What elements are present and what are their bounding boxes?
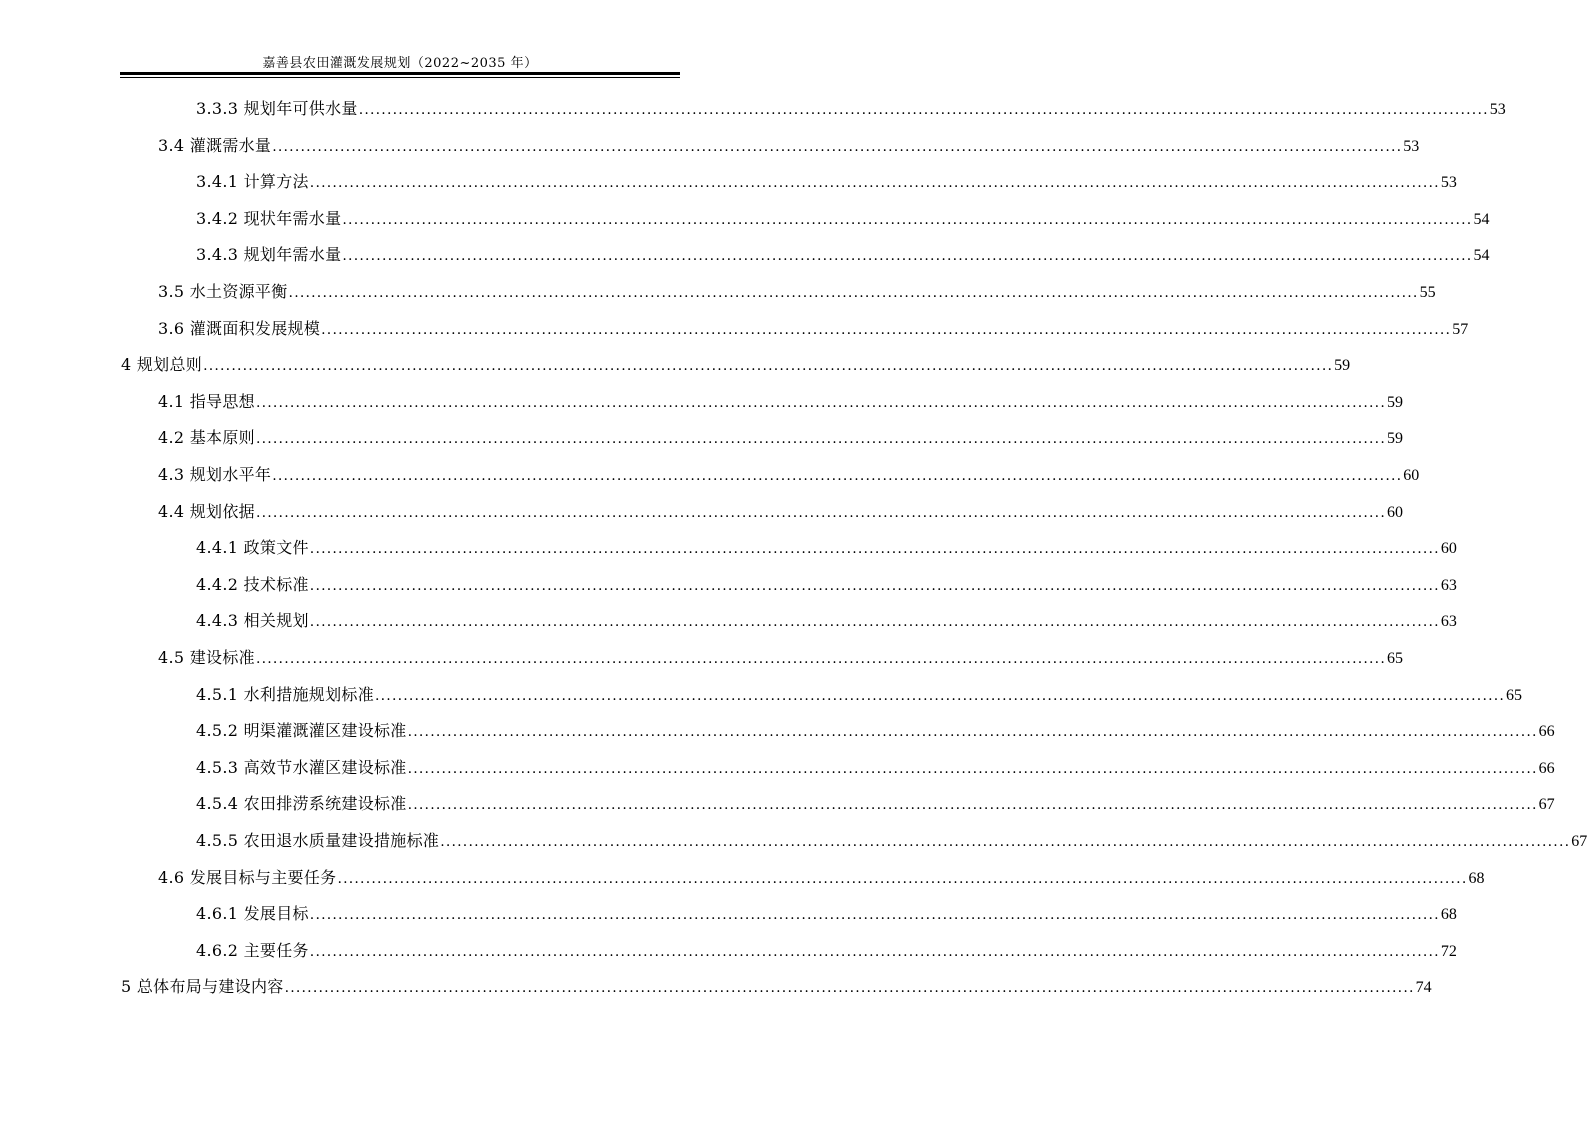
toc-entry[interactable] (158, 640, 1403, 676)
toc-entry-label: 4.5 建设标准 (158, 648, 255, 667)
toc-leader-dots: ........................................................................................................................................................................................................ (407, 797, 1538, 814)
toc-entry-page-number: 66 (1538, 759, 1555, 777)
toc-leader-dots: ........................................................................................................................................................................................................ (375, 687, 1506, 704)
toc-entry-label: 3.5 水土资源平衡 (158, 282, 288, 301)
header-rule-thick (120, 72, 680, 75)
toc-entry[interactable] (121, 969, 1432, 1005)
toc-leader-dots: ........................................................................................................................................................................................................ (337, 870, 1468, 887)
toc-entry-page-number: 59 (1386, 430, 1403, 448)
document-title: 嘉善县农田灌溉发展规划（2022~2035 年） (262, 56, 538, 71)
toc-entry[interactable] (158, 457, 1420, 493)
toc-entry-page-number: 59 (1386, 393, 1403, 411)
toc-entry[interactable] (196, 786, 1555, 822)
toc-leader-dots: ........................................................................................................................................................................................................ (255, 651, 1386, 667)
toc-entry-page-number: 54 (1473, 247, 1490, 265)
toc-entry-page-number: 57 (1452, 320, 1469, 338)
toc-entry[interactable] (196, 164, 1457, 200)
toc-entry-label: 4 规划总则 (121, 355, 203, 375)
toc-entry-label: 4.4.1 政策文件 (196, 538, 309, 558)
toc-entry-page-number: 63 (1440, 576, 1457, 594)
toc-entry-label: 4.6 发展目标与主要任务 (158, 867, 337, 887)
toc-entry-label: 4.6.1 发展目标 (196, 904, 309, 924)
toc-leader-dots: ........................................................................................................................................................................................................ (407, 760, 1538, 777)
toc-entry[interactable] (196, 677, 1523, 713)
toc-entry[interactable] (196, 750, 1555, 786)
toc-leader-dots: ........................................................................................................................................................................................................ (321, 321, 1452, 338)
toc-entry[interactable] (196, 896, 1457, 932)
toc-entry-page-number: 63 (1440, 613, 1457, 631)
toc-entry-label: 4.5.4 农田排涝系统建设标准 (196, 794, 407, 814)
toc-entry-page-number: 65 (1386, 650, 1403, 667)
toc-entry-page-number: 72 (1440, 942, 1457, 960)
toc-entry[interactable] (196, 91, 1506, 127)
toc-entry[interactable] (158, 860, 1485, 896)
toc-leader-dots: ........................................................................................................................................................................................................ (309, 541, 1440, 558)
toc-entry-label: 4.5.1 水利措施规划标准 (196, 684, 374, 704)
toc-entry-page-number: 65 (1506, 686, 1523, 704)
toc-entry[interactable] (196, 603, 1457, 639)
toc-entry-label: 4.5.3 高效节水灌区建设标准 (196, 757, 407, 777)
toc-entry[interactable] (196, 933, 1457, 969)
toc-entry-page-number: 66 (1538, 723, 1555, 741)
toc-entry-label: 4.4 规划依据 (158, 501, 255, 521)
toc-entry-label: 4.1 指导思想 (158, 391, 255, 411)
toc-entry-page-number: 60 (1440, 540, 1457, 558)
toc-entry-label: 3.4.3 规划年需水量 (196, 245, 342, 265)
toc-entry-page-number: 55 (1419, 284, 1436, 301)
toc-leader-dots: ........................................................................................................................................................................................................ (440, 834, 1571, 850)
toc-entry-page-number: 74 (1415, 979, 1432, 997)
toc-leader-dots: ........................................................................................................................................................................................................ (309, 577, 1440, 594)
toc-entry[interactable] (158, 311, 1469, 347)
toc-entry-label: 4.2 基本原则 (158, 428, 255, 448)
toc-entry-page-number: 67 (1571, 833, 1587, 850)
header-rule-thin (120, 77, 680, 78)
toc-entry-label: 4.3 规划水平年 (158, 465, 272, 484)
toc-leader-dots: ........................................................................................................................................................................................................ (288, 285, 1419, 301)
toc-entry-label: 3.4 灌溉需水量 (158, 135, 272, 155)
toc-leader-dots: ........................................................................................................................................................................................................ (272, 138, 1403, 155)
toc-leader-dots: ........................................................................................................................................................................................................ (342, 248, 1473, 265)
toc-leader-dots: ........................................................................................................................................................................................................ (309, 907, 1440, 924)
toc-entry-label: 3.4.1 计算方法 (196, 172, 309, 192)
toc-entry[interactable] (196, 823, 1587, 859)
toc-entry[interactable] (196, 567, 1457, 603)
toc-entry-label: 4.5.2 明渠灌溉灌区建设标准 (196, 721, 407, 741)
toc-entry-label: 3.3.3 规划年可供水量 (196, 99, 358, 118)
toc-entry[interactable] (196, 237, 1490, 273)
toc-entry-page-number: 53 (1440, 174, 1457, 192)
toc-entry-page-number: 68 (1468, 869, 1485, 887)
toc-leader-dots: ........................................................................................................................................................................................................ (284, 980, 1415, 997)
toc-entry[interactable] (158, 494, 1403, 530)
toc-leader-dots: ........................................................................................................................................................................................................ (255, 431, 1386, 448)
toc-entry-label: 4.6.2 主要任务 (196, 940, 309, 960)
toc-entry[interactable] (196, 530, 1457, 566)
toc-entry[interactable] (158, 274, 1436, 310)
toc-leader-dots: ........................................................................................................................................................................................................ (255, 394, 1386, 411)
toc-leader-dots: ........................................................................................................................................................................................................ (309, 943, 1440, 960)
toc-leader-dots: ........................................................................................................................................................................................................ (342, 211, 1473, 228)
toc-entry-page-number: 68 (1440, 906, 1457, 924)
toc-leader-dots: ........................................................................................................................................................................................................ (309, 614, 1440, 631)
toc-leader-dots: ........................................................................................................................................................................................................ (203, 358, 1334, 375)
toc-entry[interactable] (158, 420, 1403, 456)
toc-entry-label: 4.4.2 技术标准 (196, 574, 309, 594)
toc-leader-dots: ........................................................................................................................................................................................................ (358, 102, 1489, 118)
toc-entry[interactable] (158, 384, 1403, 420)
toc-entry[interactable] (121, 347, 1351, 383)
toc-entry-page-number: 67 (1538, 796, 1555, 814)
toc-leader-dots: ........................................................................................................................................................................................................ (407, 724, 1538, 741)
toc-entry-label: 3.6 灌溉面积发展规模 (158, 318, 321, 338)
toc-entry-label: 3.4.2 现状年需水量 (196, 208, 342, 228)
toc-entry-page-number: 60 (1403, 467, 1420, 484)
toc-entry-page-number: 60 (1386, 503, 1403, 521)
toc-entry-page-number: 53 (1489, 101, 1506, 118)
toc-entry[interactable] (196, 201, 1490, 237)
toc-entry-label: 4.5.5 农田退水质量建设措施标准 (196, 831, 440, 850)
toc-leader-dots: ........................................................................................................................................................................................................ (272, 468, 1403, 484)
toc-entry-page-number: 59 (1334, 357, 1351, 375)
toc-entry-label: 4.4.3 相关规划 (196, 611, 309, 631)
toc-leader-dots: ........................................................................................................................................................................................................ (255, 504, 1386, 521)
toc-entry-label: 5 总体布局与建设内容 (121, 977, 284, 997)
toc-entry-page-number: 53 (1403, 137, 1420, 155)
toc-leader-dots: ........................................................................................................................................................................................................ (309, 175, 1440, 192)
toc-entry[interactable] (158, 128, 1420, 164)
toc-entry-page-number: 54 (1473, 210, 1490, 228)
toc-entry[interactable] (196, 713, 1555, 749)
